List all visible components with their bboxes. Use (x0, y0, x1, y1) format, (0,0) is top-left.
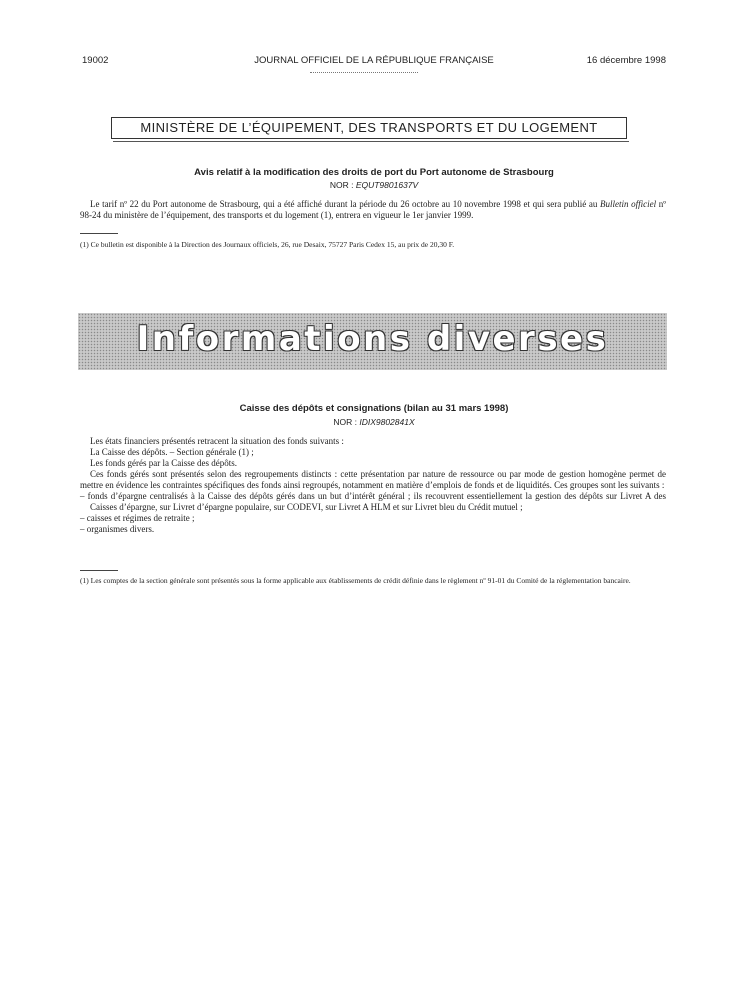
nor-label: NOR : (329, 180, 354, 190)
section-banner-title: Informations diverses (136, 319, 609, 359)
notice-nor (82, 180, 666, 190)
footnote: (1) Les comptes de la section générale sont présentés sous la forme applicable aux établissements de crédit définie dans le règlement nº 91-01 du Comité de la réglementation bancaire. (80, 576, 631, 585)
ministry-box-shadow (113, 141, 629, 142)
fund-groups-list (80, 491, 666, 535)
page-number: 19002 (82, 55, 109, 66)
report-line: La Caisse des dépôts. – Section générale (1) ; (90, 447, 254, 457)
running-header (82, 55, 666, 69)
notice-body-italic: Bulletin officiel (600, 199, 657, 209)
report-line: Les états financiers présentés retracent la situation des fonds suivants : (90, 436, 344, 446)
header-divider (310, 72, 418, 73)
section-banner (78, 313, 667, 370)
report-nor (82, 417, 666, 427)
footnote-rule (80, 233, 118, 234)
list-item: – caisses et régimes de retraite ; (80, 513, 195, 523)
journal-title: JOURNAL OFFICIEL DE LA RÉPUBLIQUE FRANÇAISE (254, 55, 494, 66)
list-item: – organismes divers. (80, 524, 155, 534)
list-item: – fonds d’épargne centralisés à la Caisse des dépôts gérés dans un but d’intérêt général ; ils recouvrent essentiellement la gestion des dépôts sur Livret A des Caisses d’épargne, sur Livret d’épargne populaire, sur CODEVI, sur Livret A HLM et sur Livret bleu du Crédit mutuel ; (80, 491, 666, 512)
footnote: (1) Ce bulletin est disponible à la Direction des Journaux officiels, 26, rue Desaix, 75727 Paris Cedex 15, au prix de 20,30 F. (80, 240, 455, 249)
notice-body-part2: nº 98-24 du ministère de l’équipement, des transports et du logement (1), entrera en vigueur le 1er janvier 1999. (80, 199, 666, 220)
nor-label: NOR : (333, 417, 357, 427)
report-title: Caisse des dépôts et consignations (bilan au 31 mars 1998) (239, 403, 509, 414)
nor-code: EQUT9801637V (355, 180, 419, 190)
ministry-name: MINISTÈRE DE L’ÉQUIPEMENT, DES TRANSPORTS ET DU LOGEMENT (140, 120, 598, 135)
issue-date: 16 décembre 1998 (586, 55, 666, 66)
footnote-rule (80, 570, 118, 571)
ministry-box (111, 117, 627, 139)
report-line: Ces fonds gérés sont présentés selon des regroupements distincts : cette présentation par nature de ressource ou par mode de gestion homogène permet de mettre en évidence les contraintes spécifiques des fonds ainsi regroupés, notamment en matière d’emplois de fonds et de liquidités. Ces groupes sont les suivants : (80, 469, 666, 490)
notice-body (80, 199, 666, 221)
notice-body-part1: Le tarif nº 22 du Port autonome de Strasbourg, qui a été affiché durant la période du 26 octobre au 10 novembre 1998 et qui sera publié au (90, 199, 600, 209)
notice-title: Avis relatif à la modification des droits de port du Port autonome de Strasbourg (194, 167, 554, 178)
nor-code: IDIX9802841X (359, 417, 415, 427)
report-body (80, 436, 666, 535)
report-line: Les fonds gérés par la Caisse des dépôts. (90, 458, 237, 468)
